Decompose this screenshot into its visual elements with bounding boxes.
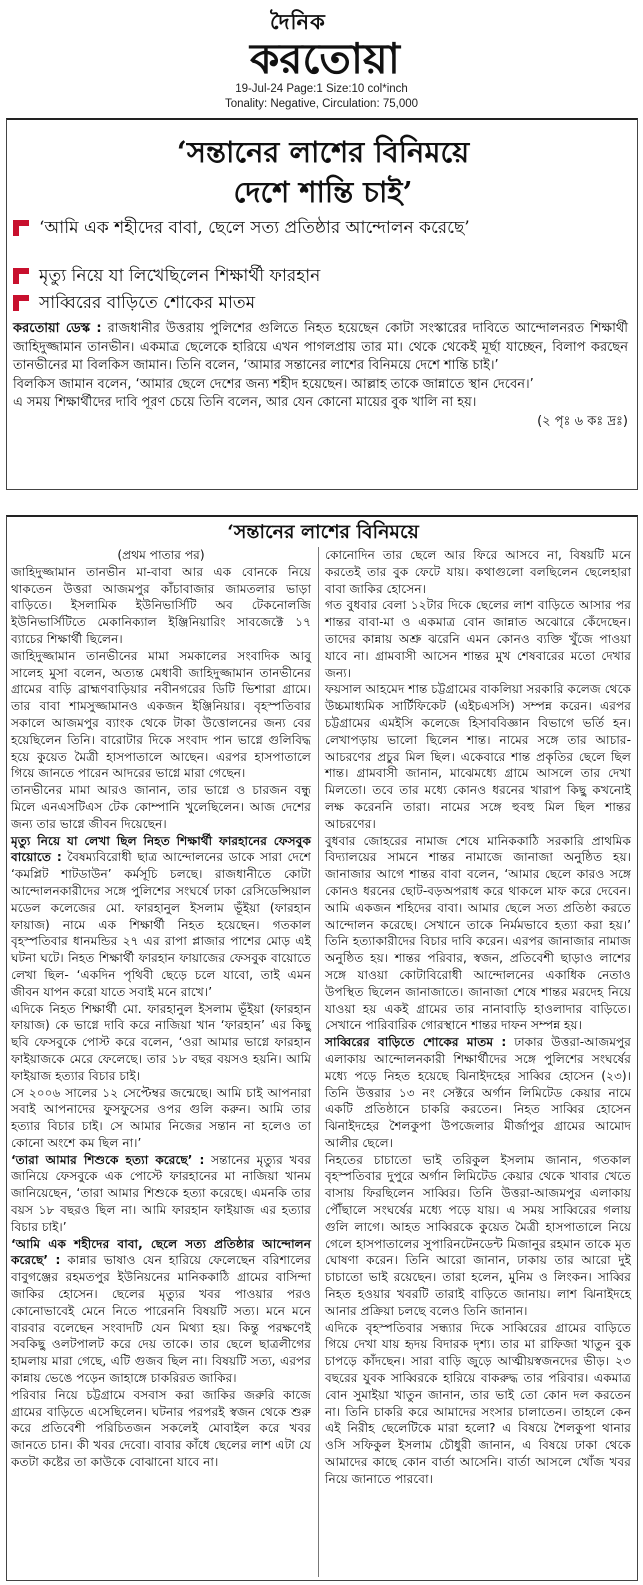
square-bullet-icon	[13, 295, 29, 311]
right-column	[325, 547, 631, 1488]
paragraph: বুধবার জোহরের নামাজ শেষে মানিককাঠি সরকারি প্রাথমিক বিদ্যালয়ের সামনে শান্তর নামাজে জানাজা অনুষ্ঠিত হয়। জানাজার আগে শান্তর বাবা বলেন, ‘আমার ছেলে কারও সঙ্গে কোনও ধরনের ছোট-বড়অপরাধ করে থাকলে মাফ করে দেবেন। আমি একজন শহিদের বাবা। আমার ছেলে সত্য প্রতিষ্ঠা করতে আন্দোলন করেছে। সেখানে তাকে নির্মমভাবে হত্যা করা হয়।’ তিনি হত্যাকারীদের বিচার দাবি করেন। এরপর জানাজার নামাজ অনুষ্ঠিত হয়। শান্তর পরিবার, স্বজন, প্রতিবেশী ছাড়াও লাশের সঙ্গে যাওয়া কোটাবিরোধী আন্দোলনের একাধিক নেতাও উপস্থিত ছিলেন জানাজাতে। জানাজা শেষে শান্তর মরদেহ নিয়ে যাওয়া হয় একই গ্রামের তার নানাবাড়ি হাওলাদার বাড়িতে। সেখানে পারিবারিক গোরস্থানে শান্তর দাফন সম্পন্ন হয়।	[325, 833, 631, 1033]
left-column	[11, 547, 311, 1471]
paragraph: মৃত্যু নিয়ে যা লেখা ছিল নিহত শিক্ষার্থী ফারহানের ফেসবুক বায়োতে : বৈষম্যবিরোধী ছাত্র আন্দোলনের ডাকে সারা দেশে ‘কমপ্লিট শাটডাউন’ কর্মসূচি চলছে। রাজধানীতে কোটা আন্দোলনকারীদের সঙ্গে পুলিশের সংঘর্ষে ঢাকা রেসিডেন্সিয়াল মডেল কলেজের মো. ফারহানুল ইসলাম ভূঁইয়া (ফারহান ফায়াজ) নামে এক শিক্ষার্থী নিহত হয়েছেন। গতকাল বৃহস্পতিবার ধানমন্ডির ২৭ এর রাপা প্লাজার পাশের মোড় এই ঘটনা ঘটে। নিহত শিক্ষার্থী ফারহান ফায়াজের ফেসবুক বায়োতে লেখা ছিল- ‘একদিন পৃথিবী ছেড়ে চলে যাবো, তাই এমন জীবন যাপন করো যাতে সবাই মনে রাখে।’	[11, 833, 311, 999]
newspaper-name-small: দৈনিক	[270, 10, 326, 34]
subhead-text: ‘আমি এক শহীদের বাবা, ছেলে সত্য প্রতিষ্ঠার আন্দোলন করেছে’	[39, 218, 470, 238]
clipping-meta-line2: Tonality: Negative, Circulation: 75,000	[224, 98, 419, 110]
square-bullet-icon	[13, 220, 29, 236]
continuation-article	[6, 515, 638, 1581]
section-subhead: ‘তারা আমার শিশুকে হত্যা করেছে’ :	[11, 1152, 205, 1167]
from-page-note: (প্রথম পাতার পর)	[117, 548, 205, 562]
paragraph: সাব্বিরের বাড়িতে শোকের মাতম : ঢাকার উত্তরা-আজমপুর এলাকায় আন্দোলনকারী শিক্ষার্থীদের সঙ্গে পুলিশের সংঘর্ষের মধ্যে পড়ে নিহত হয়েছে ঝিনাইদহের সাব্বির হোসেন (২৩)। তিনি উত্তরার ১৩ নং সেক্টরে অর্গান লিমিটেড কেয়ার নামে একটি প্রতিষ্ঠানে চাকরি করতেন। নিহত সাব্বির হোসেন ঝিনাইদহের শৈলকুপা উপজেলার মীর্জাপুর গ্রামের আমোদ আলীর ছেলে।	[325, 1035, 631, 1150]
paragraph: নিহতের চাচাতো ভাই তরিকুল ইসলাম জানান, গতকাল বৃহস্পতিবার দুপুরে অর্গান লিমিটেড কেয়ার থেকে খাবার খেতে বাসায় ফিরছিলেন সাব্বির। তিনি উত্তরা-আজমপুর এলাকায় পৌঁছালে সংঘর্ষের মধ্যে পড়ে যায়। এ সময় সাব্বিরের গলায় গুলি লাগে। আহত সাব্বিরকে কুয়েত মৈত্রী হাসপাতালে নিয়ে গেলে হাসপাতালের সুপারিনটেনডেন্ট মিজানুর রহমান তাকে মৃত ঘোষণা করেন। তিনি আরো জানান, ঢাকায় তার আরো দুই চাচাতো ভাই রয়েছেন। তারা হলেন, মুনিম ও লিংকন। সাব্বির নিহত হওয়ার খবরটি তারাই বাড়িতে জানায়। লাশ ঝিনাইদহে আনার প্রক্রিয়া চলছে বলেও তিনি জানান।	[325, 1152, 631, 1318]
subhead-text: মৃত্যু নিয়ে যা লিখেছিলেন শিক্ষার্থী ফারহান	[39, 266, 321, 286]
paragraph: ‘আমি এক শহীদের বাবা, ছেলে সত্য প্রতিষ্ঠার আন্দোলন করেছে’ : কান্নার ভাষাও যেন হারিয়ে ফেলেছেন বরিশালের বাবুগঞ্জের রহমতপুর ইউনিয়নের মানিককাঠি গ্রামের বাসিন্দা জাকির হোসেন। ছেলের মৃত্যুর খবর পাওয়ার পরও কোনোভাবেই মেনে নিতে পারেননি বিষয়টি সত্য। মনে মনে বারবার বলেছেন সংবাদটি যেন মিথ্যা হয়। কিন্তু পরক্ষণেই সবকিছু ওলটপালট করে দেয় তাকে। তার ছেলে ছাত্রলীগের হামলায় মারা গেছে, এটি গুজব ছিল না। বিষয়টি সত্য, এরপর কান্নায় ভেঙে পড়েন জাহাঙ্গে চাকরিরত জাকির।	[11, 1236, 311, 1386]
paragraph: জাহিদুজ্জামান তানভীন মা-বাবা আর এক বোনকে নিয়ে থাকতেন উত্তরা আজমপুর কাঁচাবাজার জামতলার ভাড়া বাড়িতে। ইসলামিক ইউনিভার্সিটি অব টেকনোলজি ইউনিভার্সিটিতে মেকানিক্যাল ইঞ্জিনিয়ারিং সাবজেক্টে ১৭ ব্যাচের শিক্ষার্থী ছিলেন।	[11, 564, 311, 646]
newspaper-logo: করতোয়া	[250, 34, 400, 83]
subhead-2	[13, 264, 613, 288]
paragraph: গত বুধবার বেলা ১২টার দিকে ছেলের লাশ বাড়িতে আসার পর শান্তর বাবা-মা ও একমাত্র বোন জান্নাত অঝোরে কেঁদেছেন। তাদের কান্নায় অশ্রু ঝরেনি এমন কোনও ব্যক্তি খুঁজে পাওয়া যাবে না। গ্রামবাসী আসেন শান্তর মুখ শেষবারের মতো দেখার জন্য।	[325, 598, 631, 680]
section-subhead: সাব্বিরের বাড়িতে শোকের মাতম :	[325, 1035, 507, 1050]
paragraph: ফয়সাল আহমেদ শান্ত চট্টগ্রামের বাকলিয়া সরকারি কলেজ থেকে উচ্চমাধ্যমিক সার্টিফিকেট (এইচএসসি) সম্পন্ন করেন। এরপর চট্টগ্রামের এমইসি কলেজে হিসাববিজ্ঞান বিভাগে ভর্তি হন। লেখাপড়ায় ভালো ছিলেন শান্ত। নামের সঙ্গে তার আচার-আচরণের প্রচুর মিল ছিল। একেবারে শান্ত প্রকৃতির ছেলে ছিল শান্ত। গ্রামবাসী জানান, মাঝেমধ্যে গ্রামে আসলে তার দেখা মিলতো। তবে তার মধ্যে কোনও ধরনের খারাপ কিছু কখনোই লক্ষ করেননি তারা। নামের সঙ্গে হুবহু মিল ছিল শান্তর আচরণের।	[325, 682, 631, 831]
square-bullet-icon	[13, 268, 29, 284]
front-page-article	[6, 118, 638, 490]
headline-line2: দেশে শান্তি চাই’	[233, 175, 413, 209]
lead-paragraph: করতোয়া ডেস্ক : রাজধানীর উত্তরায় পুলিশের গুলিতে নিহত হয়েছেন কোটা সংস্কারের দাবিতে আন্দোলনরত শিক্ষার্থী জাহিদুজ্জামান তানভীন। একমাত্র ছেলেকে হারিয়ে এখন পাগলপ্রায় তার মা। থেকে থেকেই মূর্ছা যাচ্ছেন, বিলাপ করছেন তানভীনের মা বিলকিস জামান। তিনি বলেন, ‘আমার সন্তানের লাশের বিনিময়ে দেশে শান্তি চাই।’	[13, 321, 628, 373]
article-body	[13, 320, 628, 431]
continuation-title: ‘সন্তানের লাশের বিনিময়ে	[227, 521, 419, 543]
paragraph: এদিকে নিহত শিক্ষার্থী মো. ফারহানুল ইসলাম ভূঁইয়া (ফারহান ফায়াজ) কে ভাগ্নে দাবি করে নাজিয়া খান ‘ফারহান’ এর কিছু ছবি ফেসবুকে পোস্ট করে বলেন, ‘ওরা আমার ভাগ্নে ফারহান ফাইয়াজকে মেরে ফেলেছে। তার ১৮ বছর বয়সও হয়নি। আমি ফাইয়াজ হত্যার বিচার চাই।	[11, 1001, 311, 1083]
headline-line1: ‘সন্তানের লাশের বিনিময়ে	[176, 135, 470, 169]
paragraph: কোনোদিন তার ছেলে আর ফিরে আসবে না, বিষয়টি মনে করতেই তার বুক ফেটে যায়। কথাগুলো বলছিলেন ছেলেহারা বাবা জাকির হোসেন।	[325, 548, 631, 596]
paragraph: জাহিদুজ্জামান তানভীনের মামা সমকালের সংবাদিক আবু সালেহ মুসা বলেন, অত্যন্ত মেধাবী জাহিদুজ্জামান তানভীনের গ্রামের বাড়ি ব্রাহ্মণবাড়িয়ার নবীনগরের ডিটি ভিশারা গ্রামে। তার বাবা শামসুজ্জামানও একজন ইঞ্জিনিয়ার। বৃহস্পতিবার সকালে আজমপুর ব্যাংক থেকে টাকা উত্তোলনের জন্য বের হয়েছিলেন তিনি। বারোটার দিকে সংবাদ পান ভাগ্নে গুলিবিদ্ধ হয়ে কুয়েত মৈত্রী হাসপাতালে আছেন। এরপর হাসপাতালে গিয়ে জানতে পারেন আদরের ভাগ্নে মারা গেছেন।	[11, 648, 311, 781]
paragraph: ‘তারা আমার শিশুকে হত্যা করেছে’ : সন্তানের মৃত্যুর খবর জানিয়ে ফেসবুকে এক পোস্টে ফারহানের মা নাজিয়া খানম জানিয়েছেন, ‘তারা আমার শিশুকে হত্যা করেছে। এমনকি তার বয়স ১৮ বছরও ছিল না। আমি ফারহান ফাইয়াজ এর হত্যার বিচার চাই।’	[11, 1152, 311, 1234]
paragraph: এ সময় শিক্ষার্থীদের দাবি পূরণ চেয়ে তিনি বলেন, আর যেন কোনো মায়ের বুক খালি না হয়।	[13, 395, 477, 410]
section-subhead: ‘আমি এক শহীদের বাবা, ছেলে সত্য প্রতিষ্ঠার আন্দোলন করেছে’ :	[11, 1236, 311, 1268]
jump-reference: (২ পৃঃ ৬ কঃ দ্রঃ)	[537, 413, 628, 429]
paragraph: পরিবার নিয়ে চট্টগ্রামে বসবাস করা জাকির জরুরি কাজে গ্রামের বাড়িতে এসেছিলেন। ঘটনার পরপরই স্বজন থেকে শুরু করে প্রতিবেশী পরিচিতজন সকলেই মোবাইল করে খবর জানতে চান। কী খবর দেবো। বাবার কাঁধে ছেলের লাশ এটা যে কতটা কষ্টের তা কাউকে বোঝানো যাবে না।	[11, 1387, 311, 1470]
masthead	[0, 0, 643, 120]
subhead-3	[13, 291, 613, 315]
dateline: করতোয়া ডেস্ক :	[13, 321, 102, 336]
paragraph: তানভীনের মামা আরও জানান, তার ভাগ্নে ও চারজন বন্ধু মিলে এনএসটিএস টেক কোম্পানি খুলেছিলেন। আজ দেশের জন্য তার ভাগ্নে জীবন দিয়েছেন।	[11, 783, 311, 831]
clipping-meta-line1: 19-Jul-24 Page:1 Size:10 col*inch	[235, 83, 408, 95]
section-subhead: মৃত্যু নিয়ে যা লেখা ছিল নিহত শিক্ষার্থী ফারহানের ফেসবুক বায়োতে :	[11, 833, 311, 865]
paragraph: সে ২০০৬ সালের ১২ সেপ্টেম্বর জন্মেছে। আমি চাই আপনারা সবাই আপনাদের ফুসফুসের ওপর গুলি করুন। আমি তার হত্যার বিচার চাই। সে আমার নিজের সন্তান না হলেও তা কোনো অংশে কম ছিল না।’	[11, 1085, 311, 1150]
paragraph: এদিকে বৃহস্পতিবার সন্ধ্যার দিকে সাব্বিরের গ্রামের বাড়িতে গিয়ে দেখা যায় হৃদয় বিদারক দৃশ্য। তার মা রাফিজা খাতুন বুক চাপড়ে কাঁদছেন। সারা বাড়ি জুড়ে আত্মীয়স্বজনদের ভীড়। ২৩ বছরের যুবক সাব্বিরকে হারিয়ে বাকরুদ্ধ তার পরিবার। একমাত্র বোন সুমাইয়া খাতুন জানান, তার ভাই তো কোন দল করতেন না। তিনি চাকরি করে আমাদের সংসার চালাতেন। তাহলে কেন এই নিরীহ ছেলেটিকে মারা হলো? এ বিষয়ে শৈলকুপা থানার ওসি সফিকুল ইসলাম চৌধুরী জানান, এ বিষয়ে ঢাকা থেকে আমাদের কাছে কোন বার্তা আসেনি। বার্তা আসলে খোঁজ খবর নিয়ে জানাতে পারবো।	[325, 1320, 631, 1486]
paragraph: বিলকিস জামান বলেন, ‘আমার ছেলে দেশের জন্য শহীদ হয়েছেন। আল্লাহ তাকে জান্নাতে স্থান দেবেন।’	[13, 376, 534, 392]
subhead-1	[13, 216, 613, 264]
subhead-text: সাব্বিরের বাড়িতে শোকের মাতম	[39, 293, 256, 313]
column-divider	[318, 547, 319, 1577]
